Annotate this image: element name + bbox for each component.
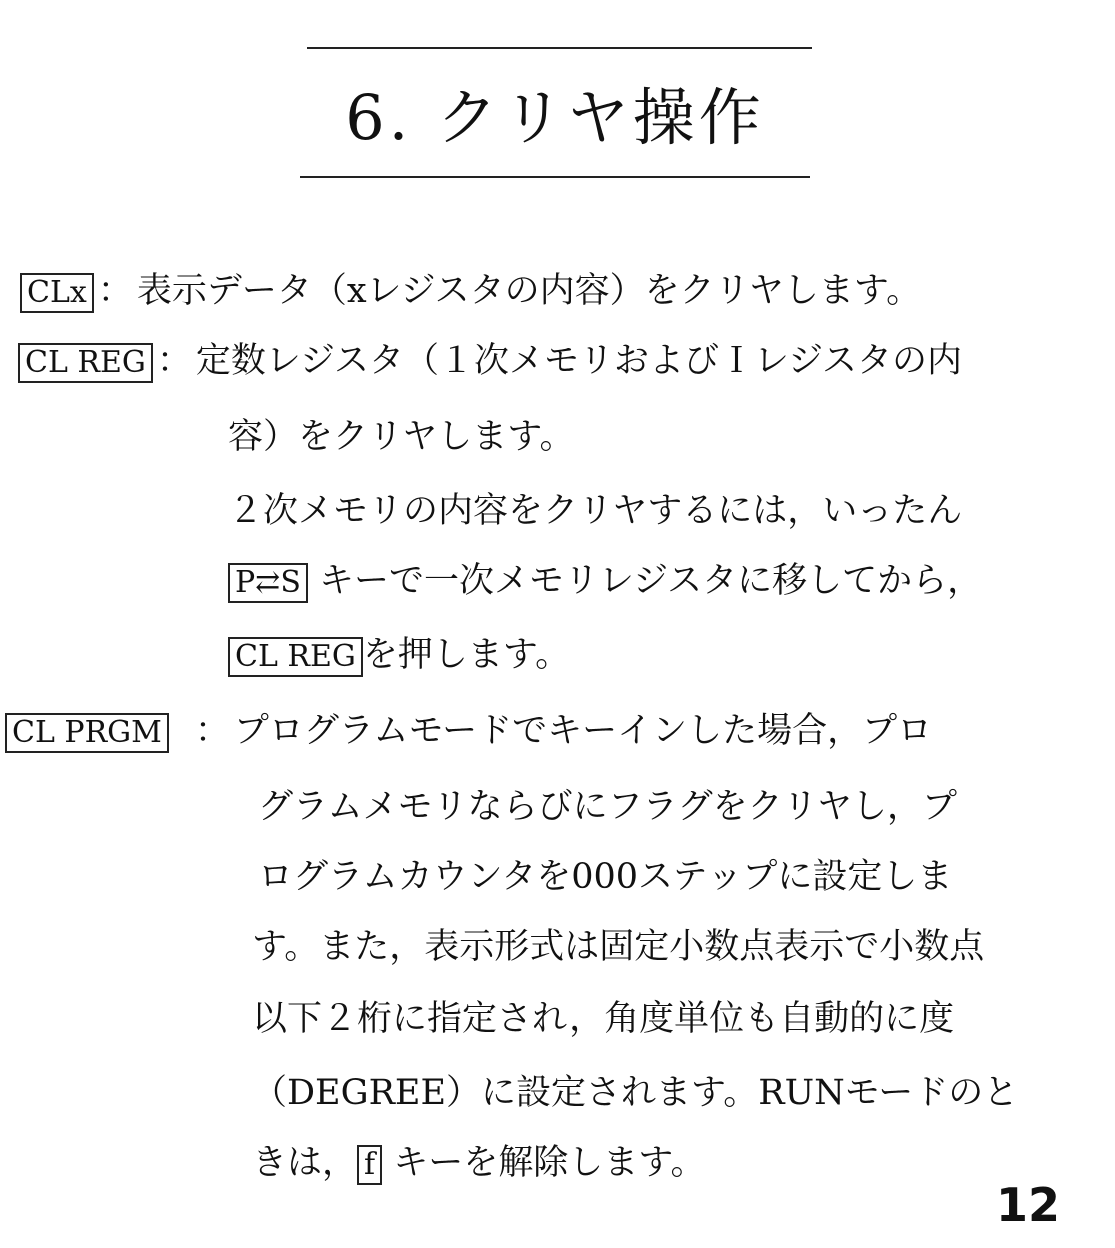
clprgm-description-line-7	[252, 1138, 705, 1188]
clreg-press-text: を押します。	[362, 635, 571, 675]
page-number: 12	[995, 1178, 1060, 1232]
clprgm-description-line-2: グラムメモリならびにフラグをクリヤし，プ	[258, 787, 957, 827]
clreg-description-line-1: 定数レジスタ（１次メモリおよびＩレジスタの内	[195, 341, 963, 381]
title-rule-top	[307, 47, 812, 49]
clprgm-last-start: きは，	[252, 1143, 358, 1183]
clprgm-description-line-1: プログラムモードでキーインした場合，プロ	[233, 711, 933, 751]
clreg-description-line-4	[228, 556, 982, 606]
clreg-ps-text: キーで一次メモリレジスタに移してから，	[319, 561, 983, 601]
section-title: 6. クリヤ操作	[345, 81, 765, 154]
clprgm-entry	[5, 695, 932, 768]
clreg-description-line-5	[228, 630, 570, 680]
clreg-entry	[18, 325, 962, 398]
clprgm-description-line-4: す。また，表示形式は固定小数点表示で小数点	[252, 927, 985, 967]
colon: ：	[194, 711, 230, 751]
clx-description: 表示データ（xレジスタの内容）をクリヤします。	[136, 271, 922, 311]
clreg-description-line-3: ２次メモリの内容をクリヤするには，いったん	[228, 491, 963, 531]
f-key: f	[357, 1145, 382, 1185]
clreg-key-inline: CL REG	[228, 637, 363, 677]
colon: ：	[97, 271, 133, 311]
clprgm-description-line-3: ログラムカウンタを000ステップに設定しま	[258, 857, 953, 897]
clreg-description-line-2: 容）をクリヤします。	[228, 417, 575, 457]
clx-entry	[20, 255, 921, 328]
p-s-key: P⇄S	[228, 563, 308, 603]
clx-key: CLx	[20, 273, 94, 313]
clprgm-last-end: キーを解除します。	[393, 1143, 706, 1183]
colon: ：	[156, 341, 192, 381]
clprgm-description-line-6: （DEGREE）に設定されます。RUNモードのと	[252, 1073, 1019, 1113]
clprgm-key: CL PRGM	[5, 713, 169, 753]
clprgm-description-line-5: 以下２桁に指定され，角度単位も自動的に度	[252, 999, 955, 1039]
clreg-key: CL REG	[18, 343, 153, 383]
title-rule-bottom	[300, 176, 810, 178]
